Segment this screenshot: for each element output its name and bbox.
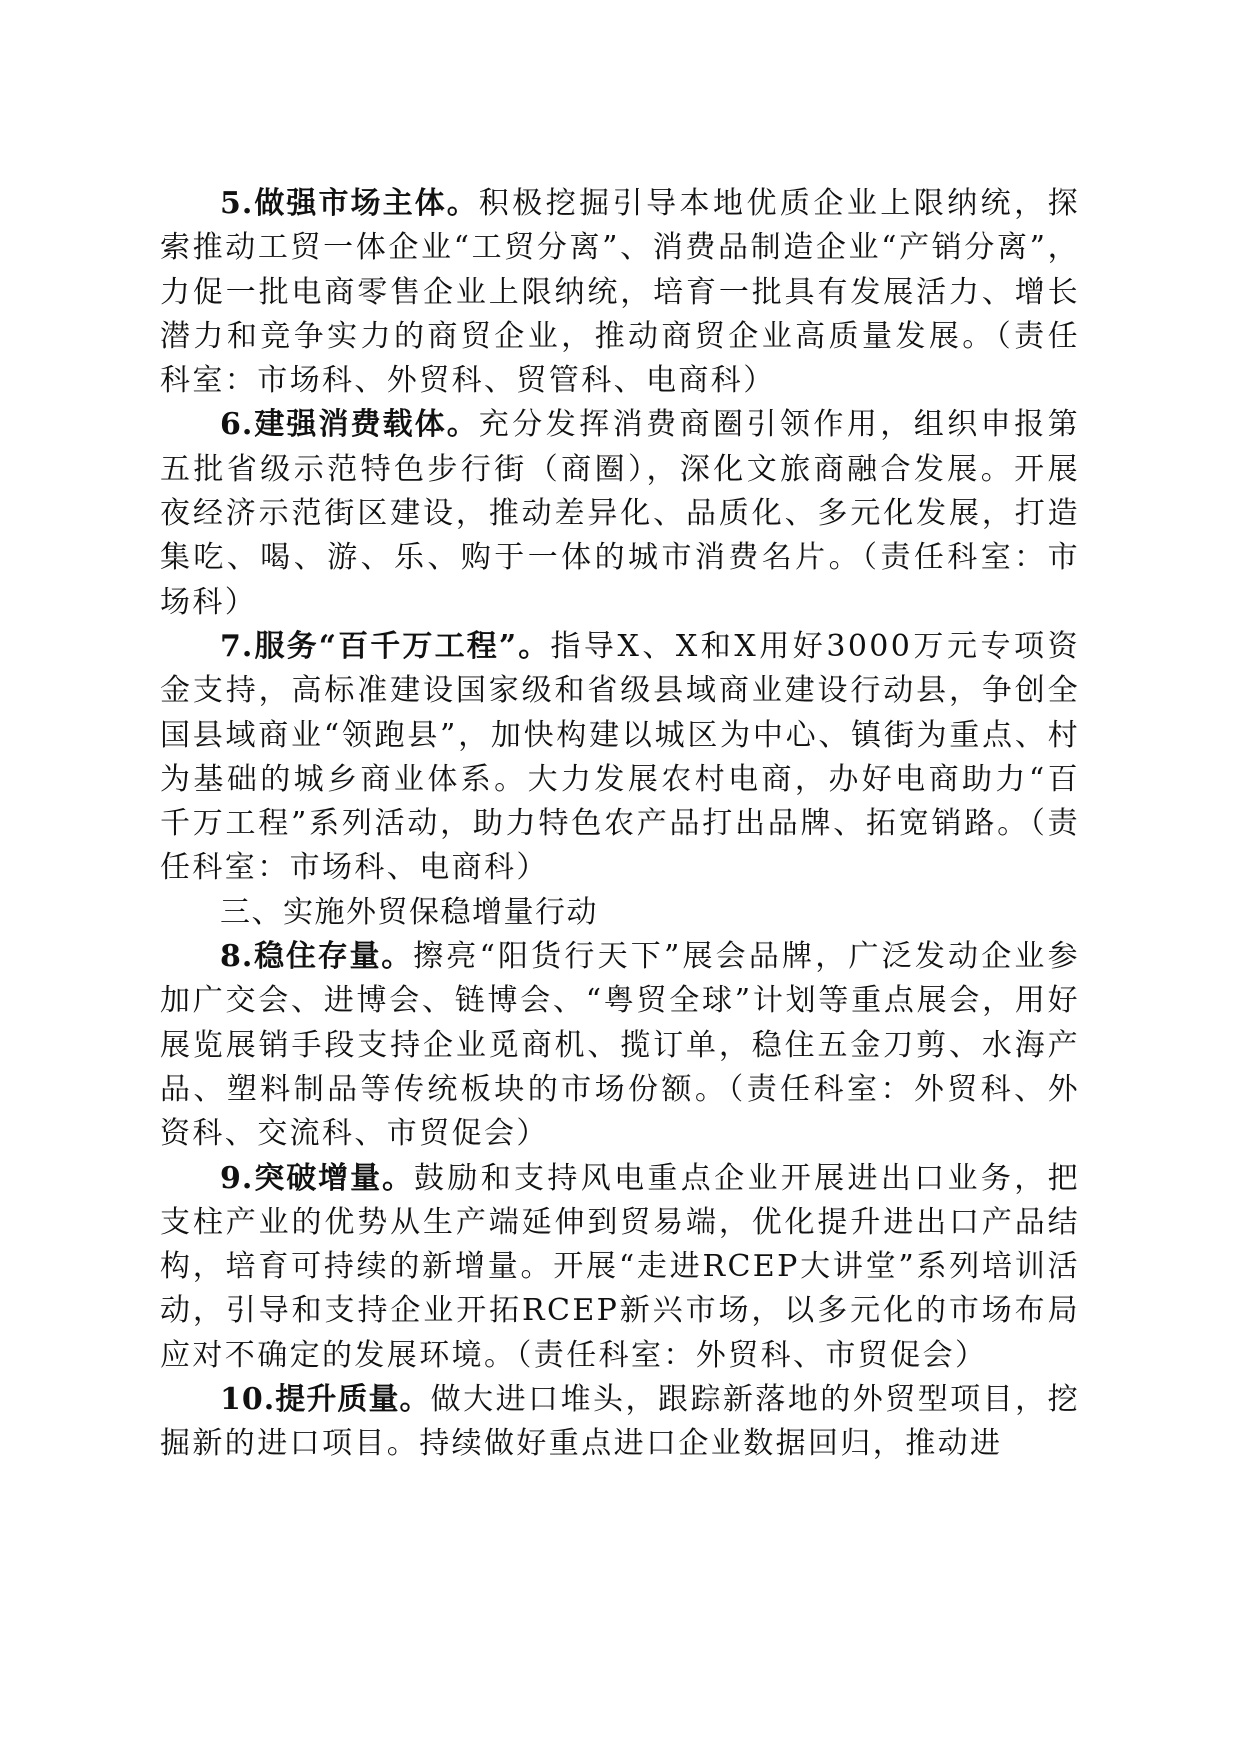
document-body	[160, 182, 1080, 1467]
paragraph-body: 积极挖掘引导本地优质企业上限纳统，探索推动工贸一体企业“工贸分离”、消费品制造企业“产销分离”，力促一批电商零售企业上限纳统，培育一批具有发展活力、增长潜力和竞争实力的商贸企业，推动商贸企业高质量发展。（责任科室：市场科、外贸科、贸管科、电商科）	[160, 186, 1080, 399]
paragraph-lead: 10.提升质量。	[220, 1382, 431, 1418]
paragraph-lead: 8.稳住存量。	[220, 939, 414, 975]
paragraph-item-10	[160, 1378, 1080, 1467]
paragraph-lead: 5.做强市场主体。	[220, 186, 479, 221]
paragraph-body: 指导X、X和X用好3000万元专项资金支持，高标准建设国家级和省级县域商业建设行动县，争创全国县域商业“领跑县”，加快构建以城区为中心、镇街为重点、村为基础的城乡商业体系。大力发展农村电商，办好电商助力“百千万工程”系列活动，助力特色农产品打出品牌、拓宽销路。（责任科室：市场科、电商科）	[160, 628, 1080, 886]
paragraph-body: 鼓励和支持风电重点企业开展进出口业务，把支柱产业的优势从生产端延伸到贸易端，优化提升进出口产品结构，培育可持续的新增量。开展“走进RCEP大讲堂”系列培训活动，引导和支持企业开拓RCEP新兴市场，以多元化的市场布局应对不确定的发展环境。（责任科室：外贸科、市贸促会）	[160, 1160, 1080, 1373]
paragraph-body: 擦亮“阳货行天下”展会品牌，广泛发动企业参加广交会、进博会、链博会、“粤贸全球”计划等重点展会，用好展览展销手段支持企业觅商机、揽订单，稳住五金刀剪、水海产品、塑料制品等传统板块的市场份额。（责任科室：外贸科、外资科、交流科、市贸促会）	[160, 939, 1080, 1152]
paragraph-body: 做大进口堆头，跟踪新落地的外贸型项目，挖掘新的进口项目。持续做好重点进口企业数据回归，推动进	[160, 1382, 1080, 1462]
paragraph-item-8	[160, 935, 1080, 1156]
paragraph-body: 充分发挥消费商圈引领作用，组织申报第五批省级示范特色步行街（商圈），深化文旅商融合发展。开展夜经济示范街区建设，推动差异化、品质化、多元化发展，打造集吃、喝、游、乐、购于一体的城市消费名片。（责任科室：市场科）	[160, 407, 1080, 620]
paragraph-item-7	[160, 625, 1080, 891]
paragraph-item-9	[160, 1157, 1080, 1378]
paragraph-lead: 6.建强消费载体。	[220, 407, 479, 443]
section-heading: 三、实施外贸保稳增量行动	[220, 894, 598, 930]
paragraph-item-5	[160, 182, 1080, 403]
paragraph-lead: 7.服务“百千万工程”。	[220, 628, 551, 664]
paragraph-lead: 9.突破增量。	[220, 1160, 414, 1196]
paragraph-item-6	[160, 403, 1080, 624]
